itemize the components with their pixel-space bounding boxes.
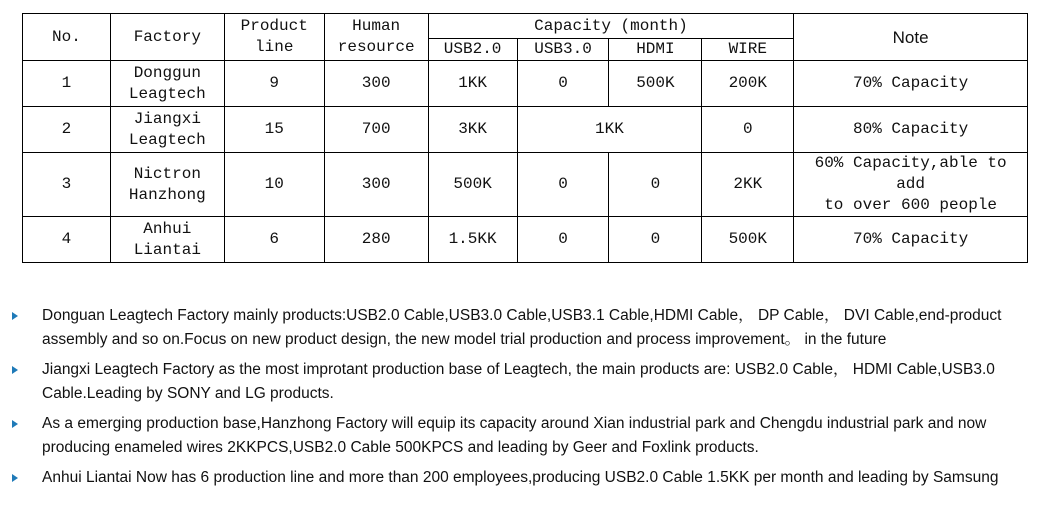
cell-hr: 280: [324, 217, 428, 263]
table-row: [23, 107, 1028, 153]
list-item: [12, 412, 1032, 459]
triangle-right-icon: [12, 474, 18, 482]
cell-wire: 200K: [702, 61, 794, 107]
bullet-text: Jiangxi Leagtech Factory as the most improtant production base of Leagtech, the main products are: USB2.0 Cable， HDMI Cable,USB3.0 Cable.Leading by SONY and LG products.: [42, 361, 995, 402]
list-item: [12, 304, 1032, 351]
header-usb2: USB2.0: [428, 39, 517, 61]
header-factory: Factory: [110, 14, 224, 61]
header-capacity: Capacity (month): [428, 14, 794, 39]
triangle-right-icon: [12, 312, 18, 320]
header-hdmi: HDMI: [609, 39, 702, 61]
cell-factory: Nictron Hanzhong: [110, 153, 224, 217]
triangle-right-icon: [12, 420, 18, 428]
cell-usb2: 1KK: [428, 61, 517, 107]
cell-hr: 300: [324, 61, 428, 107]
cell-usb3: 0: [517, 61, 609, 107]
cell-factory: Jiangxi Leagtech: [110, 107, 224, 153]
cell-hdmi: 0: [609, 217, 702, 263]
cell-factory: Donggun Leagtech: [110, 61, 224, 107]
list-item: [12, 466, 1032, 490]
bullet-text: Donguan Leagtech Factory mainly products:USB2.0 Cable,USB3.0 Cable,USB3.1 Cable,HDMI Cable， DP Cable， DVI Cable,end-product assembly and so on.Focus on new product design, the new model trial production and process improvement。 in the future: [42, 307, 1002, 348]
header-human-resource: Human resource: [324, 14, 428, 61]
cell-wire: 500K: [702, 217, 794, 263]
header-product-line: Product line: [224, 14, 324, 61]
cell-line: 6: [224, 217, 324, 263]
header-no: No.: [23, 14, 111, 61]
cell-note: 60% Capacity,able to add to over 600 people: [794, 153, 1028, 217]
cell-wire: 0: [702, 107, 794, 153]
cell-usb3: 0: [517, 153, 609, 217]
cell-line: 10: [224, 153, 324, 217]
cell-hdmi: 0: [609, 153, 702, 217]
bullet-text: Anhui Liantai Now has 6 production line and more than 200 employees,producing USB2.0 Cable 1.5KK per month and leading by Samsung: [42, 469, 999, 486]
table-row: [23, 153, 1028, 217]
cell-note: 80% Capacity: [794, 107, 1028, 153]
header-usb3: USB3.0: [517, 39, 609, 61]
table-row: [23, 217, 1028, 263]
cell-no: 2: [23, 107, 111, 153]
cell-hr: 300: [324, 153, 428, 217]
triangle-right-icon: [12, 366, 18, 374]
cell-usb3-hdmi: 1KK: [517, 107, 702, 153]
header-note: Note: [794, 14, 1028, 61]
cell-no: 3: [23, 153, 111, 217]
cell-note: 70% Capacity: [794, 217, 1028, 263]
cell-no: 1: [23, 61, 111, 107]
cell-hdmi: 500K: [609, 61, 702, 107]
cell-wire: 2KK: [702, 153, 794, 217]
cell-usb2: 1.5KK: [428, 217, 517, 263]
cell-factory: Anhui Liantai: [110, 217, 224, 263]
header-wire: WIRE: [702, 39, 794, 61]
factory-notes-list: [12, 304, 1032, 497]
cell-no: 4: [23, 217, 111, 263]
cell-line: 15: [224, 107, 324, 153]
table-row: [23, 61, 1028, 107]
list-item: [12, 358, 1032, 405]
cell-usb3: 0: [517, 217, 609, 263]
cell-usb2: 3KK: [428, 107, 517, 153]
cell-line: 9: [224, 61, 324, 107]
bullet-text: As a emerging production base,Hanzhong Factory will equip its capacity around Xian industrial park and Chengdu industrial park and now producing enameled wires 2KKPCS,USB2.0 Cable 500KPCS and leading by Geer and Foxlink products.: [42, 415, 987, 456]
cell-usb2: 500K: [428, 153, 517, 217]
cell-hr: 700: [324, 107, 428, 153]
capacity-table: [22, 13, 1028, 263]
cell-note: 70% Capacity: [794, 61, 1028, 107]
